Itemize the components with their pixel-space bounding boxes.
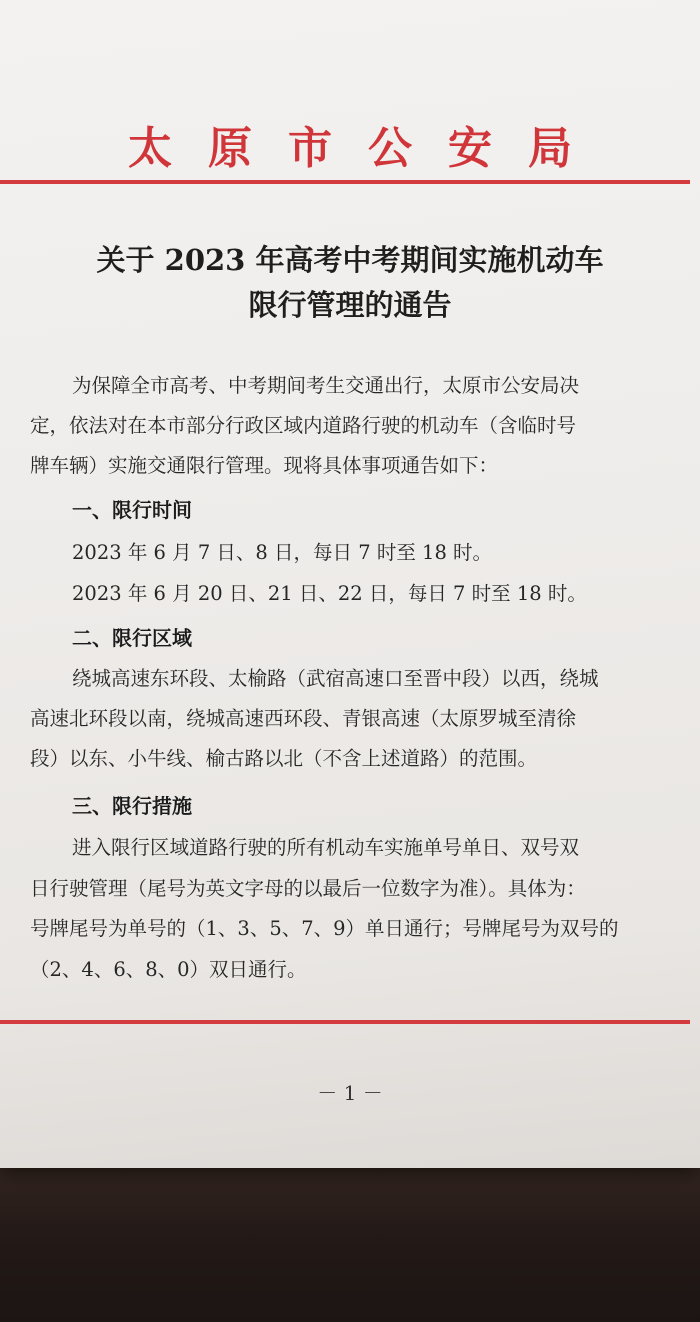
section-heading-measures: 三、限行措施 xyxy=(72,794,192,818)
footer-red-rule xyxy=(0,1020,690,1024)
section-measures-line-3: 号牌尾号为单号的（1、3、5、7、9）单日通行；号牌尾号为双号的 xyxy=(30,917,619,940)
intro-line-3: 牌车辆）实施交通限行管理。现将具体事项通告如下： xyxy=(30,454,499,477)
section-heading-area: 二、限行区域 xyxy=(72,626,192,650)
header-red-rule xyxy=(0,180,690,184)
section-measures-line-2: 日行驶管理（尾号为英文字母的以最后一位数字为准）。具体为： xyxy=(30,877,586,900)
section-measures-line-4: （2、4、6、8、0）双日通行。 xyxy=(30,958,307,981)
section-time-line-1: 2023 年 6 月 7 日、8 日，每日 7 时至 18 时。 xyxy=(72,541,493,564)
document-title-line-2: 限行管理的通告 xyxy=(248,288,452,322)
section-measures-line-1: 进入限行区域道路行驶的所有机动车实施单号单日、双号双 xyxy=(72,836,580,859)
intro-line-2: 定，依法对在本市部分行政区域内道路行驶的机动车（含临时号 xyxy=(30,414,577,437)
issuer-header: 太原市公安局 xyxy=(128,123,608,174)
document-title-line-1: 关于 2023 年高考中考期间实施机动车 xyxy=(96,243,604,277)
section-heading-time: 一、限行时间 xyxy=(72,498,192,522)
section-area-line-2: 高速北环段以南，绕城高速西环段、青银高速（太原罗城至清徐 xyxy=(30,707,577,730)
page-number: － 1 － xyxy=(317,1081,383,1105)
table-surface xyxy=(0,1150,700,1322)
section-area-line-3: 段）以东、小牛线、榆古路以北（不含上述道路）的范围。 xyxy=(30,747,538,770)
section-area-line-1: 绕城高速东环段、太榆路（武宿高速口至晋中段）以西，绕城 xyxy=(72,667,599,690)
intro-line-1: 为保障全市高考、中考期间考生交通出行，太原市公安局决 xyxy=(72,374,580,397)
section-time-line-2: 2023 年 6 月 20 日、21 日、22 日，每日 7 时至 18 时。 xyxy=(72,582,587,605)
